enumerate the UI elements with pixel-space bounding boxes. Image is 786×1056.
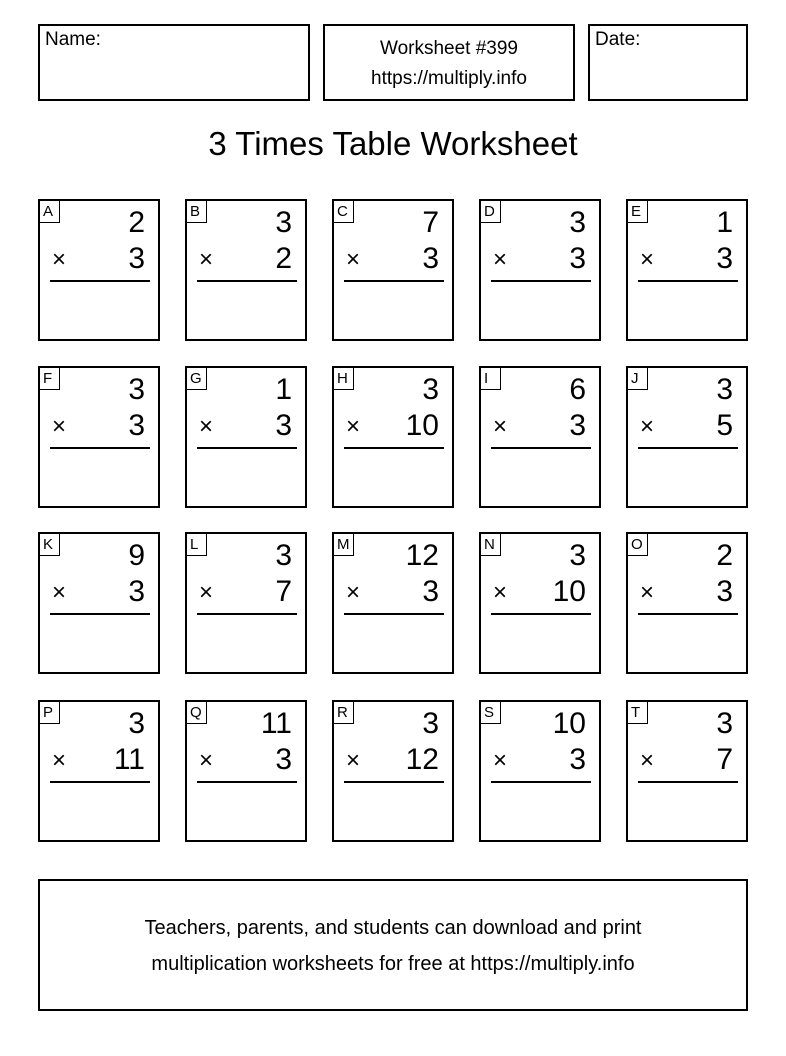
answer-rule bbox=[50, 613, 150, 615]
problem-label: J bbox=[627, 367, 648, 390]
problem-multiplicand: 3 bbox=[716, 707, 733, 740]
footer-line-2: multiplication worksheets for free at https://multiply.info bbox=[151, 953, 635, 975]
answer-rule bbox=[50, 280, 150, 282]
times-sign: × bbox=[640, 413, 655, 440]
problem-multiplicand: 3 bbox=[569, 206, 586, 239]
problem-label: O bbox=[627, 533, 648, 556]
problem-multiplier: 3 bbox=[128, 242, 145, 275]
answer-rule bbox=[344, 280, 444, 282]
problem-multiplicand: 1 bbox=[716, 206, 733, 239]
footer-box bbox=[38, 879, 748, 1011]
problem-multiplicand: 12 bbox=[405, 539, 439, 572]
worksheet-number: Worksheet #399 bbox=[379, 38, 518, 59]
answer-rule bbox=[197, 280, 297, 282]
problem-multiplicand: 3 bbox=[422, 707, 439, 740]
problem-card bbox=[626, 199, 748, 341]
problem-label: S bbox=[480, 701, 501, 724]
times-sign: × bbox=[493, 413, 508, 440]
answer-rule bbox=[197, 613, 297, 615]
problem-label: F bbox=[39, 367, 60, 390]
problem-multiplier: 3 bbox=[275, 743, 292, 776]
problem-label: G bbox=[186, 367, 207, 390]
problem-card bbox=[38, 700, 160, 842]
problem-multiplicand: 10 bbox=[552, 707, 586, 740]
answer-rule bbox=[50, 781, 150, 783]
name-label: Name: bbox=[45, 29, 101, 50]
problem-card bbox=[185, 700, 307, 842]
problem-multiplier: 3 bbox=[716, 575, 733, 608]
answer-rule bbox=[344, 781, 444, 783]
problem-card bbox=[626, 532, 748, 674]
times-sign: × bbox=[52, 246, 67, 273]
problem-multiplier: 7 bbox=[716, 743, 733, 776]
problem-label: M bbox=[333, 533, 354, 556]
problem-multiplicand: 3 bbox=[716, 373, 733, 406]
times-sign: × bbox=[640, 579, 655, 606]
problem-card bbox=[332, 199, 454, 341]
times-sign: × bbox=[346, 747, 361, 774]
problem-card bbox=[332, 532, 454, 674]
problem-multiplicand: 3 bbox=[128, 707, 145, 740]
problem-label: D bbox=[480, 200, 501, 223]
times-sign: × bbox=[346, 579, 361, 606]
problem-multiplicand: 2 bbox=[716, 539, 733, 572]
problem-card bbox=[479, 199, 601, 341]
problem-multiplicand: 3 bbox=[128, 373, 145, 406]
date-field-box bbox=[588, 24, 748, 101]
times-sign: × bbox=[52, 747, 67, 774]
problem-card bbox=[626, 700, 748, 842]
problem-card bbox=[38, 199, 160, 341]
problem-multiplicand: 3 bbox=[569, 539, 586, 572]
problem-multiplier: 2 bbox=[275, 242, 292, 275]
problem-multiplicand: 3 bbox=[422, 373, 439, 406]
problem-multiplier: 10 bbox=[405, 409, 439, 442]
problem-multiplicand: 3 bbox=[275, 539, 292, 572]
problem-card bbox=[185, 532, 307, 674]
times-sign: × bbox=[493, 747, 508, 774]
problem-card bbox=[38, 532, 160, 674]
problem-card bbox=[479, 532, 601, 674]
times-sign: × bbox=[640, 246, 655, 273]
problem-multiplicand: 11 bbox=[260, 707, 292, 740]
answer-rule bbox=[491, 781, 591, 783]
times-sign: × bbox=[199, 747, 214, 774]
problem-card bbox=[332, 700, 454, 842]
problem-multiplier: 3 bbox=[128, 575, 145, 608]
problem-label: K bbox=[39, 533, 60, 556]
answer-rule bbox=[638, 613, 738, 615]
problem-card bbox=[332, 366, 454, 508]
answer-rule bbox=[344, 447, 444, 449]
problem-multiplicand: 3 bbox=[275, 206, 292, 239]
name-field-box bbox=[38, 24, 310, 101]
problem-label: R bbox=[333, 701, 354, 724]
problem-card bbox=[185, 366, 307, 508]
times-sign: × bbox=[199, 413, 214, 440]
problem-card bbox=[626, 366, 748, 508]
times-sign: × bbox=[640, 747, 655, 774]
problem-label: I bbox=[480, 367, 501, 390]
problem-multiplier: 7 bbox=[275, 575, 292, 608]
problem-multiplicand: 2 bbox=[128, 206, 145, 239]
answer-rule bbox=[491, 613, 591, 615]
problem-multiplier: 3 bbox=[569, 242, 586, 275]
problem-label: B bbox=[186, 200, 207, 223]
answer-rule bbox=[638, 280, 738, 282]
times-sign: × bbox=[493, 579, 508, 606]
worksheet-info-box bbox=[323, 24, 575, 101]
worksheet-url: https://multiply.info bbox=[371, 68, 527, 89]
problem-label: L bbox=[186, 533, 207, 556]
footer-line-1: Teachers, parents, and students can download and print bbox=[144, 917, 642, 939]
problem-multiplicand: 6 bbox=[569, 373, 586, 406]
answer-rule bbox=[638, 781, 738, 783]
answer-rule bbox=[344, 613, 444, 615]
problem-multiplier: 3 bbox=[716, 242, 733, 275]
problem-label: E bbox=[627, 200, 648, 223]
date-label: Date: bbox=[595, 29, 641, 50]
times-sign: × bbox=[199, 579, 214, 606]
problem-label: H bbox=[333, 367, 354, 390]
problem-multiplier: 3 bbox=[128, 409, 145, 442]
times-sign: × bbox=[199, 246, 214, 273]
problem-card bbox=[479, 366, 601, 508]
answer-rule bbox=[638, 447, 738, 449]
problem-multiplier: 11 bbox=[113, 743, 145, 776]
problem-multiplier: 3 bbox=[569, 743, 586, 776]
times-sign: × bbox=[493, 246, 508, 273]
problem-multiplier: 12 bbox=[405, 743, 439, 776]
problem-card bbox=[185, 199, 307, 341]
problem-multiplier: 3 bbox=[569, 409, 586, 442]
problem-card bbox=[38, 366, 160, 508]
problem-multiplier: 5 bbox=[716, 409, 733, 442]
times-sign: × bbox=[52, 579, 67, 606]
problem-label: Q bbox=[186, 701, 207, 724]
problem-card bbox=[479, 700, 601, 842]
answer-rule bbox=[491, 447, 591, 449]
answer-rule bbox=[197, 447, 297, 449]
times-sign: × bbox=[52, 413, 67, 440]
problem-multiplicand: 7 bbox=[422, 206, 439, 239]
page-title: 3 Times Table Worksheet bbox=[208, 125, 578, 162]
times-sign: × bbox=[346, 413, 361, 440]
problem-multiplier: 3 bbox=[275, 409, 292, 442]
problem-label: A bbox=[39, 200, 60, 223]
problem-label: C bbox=[333, 200, 354, 223]
problem-multiplicand: 9 bbox=[128, 539, 145, 572]
answer-rule bbox=[197, 781, 297, 783]
problem-multiplier: 3 bbox=[422, 242, 439, 275]
problem-multiplicand: 1 bbox=[275, 373, 292, 406]
problem-multiplier: 3 bbox=[422, 575, 439, 608]
answer-rule bbox=[50, 447, 150, 449]
problem-label: N bbox=[480, 533, 501, 556]
answer-rule bbox=[491, 280, 591, 282]
problem-label: P bbox=[39, 701, 60, 724]
problem-multiplier: 10 bbox=[552, 575, 586, 608]
times-sign: × bbox=[346, 246, 361, 273]
problem-label: T bbox=[627, 701, 648, 724]
